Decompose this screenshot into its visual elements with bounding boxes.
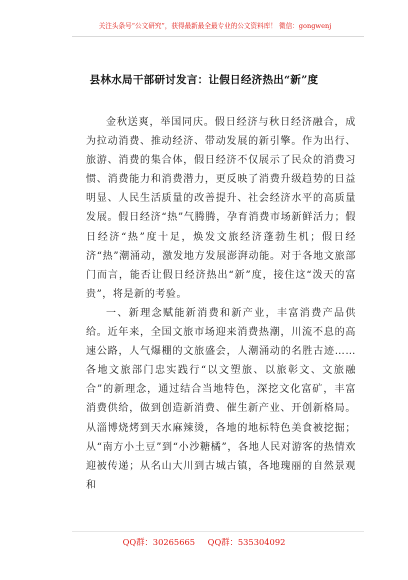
paragraph-intro: 金秋送爽，举国同庆。假日经济与秋日经济融合，成为拉动消费、推动经济、带动发展的新引擎。作为出行、旅游、消费的集合体，假日经济不仅展示了民众的消费习惯、消费能力和消费潜力，更反映了消费升级趋势的日益明显、人民生活质量的改善提升、社会经济水平的高质量发展。假日经济“热”气腾腾，孕育消费市场新鲜活力；假日经济“热”度十足，焕发文旅经济蓬勃生机；假日经济“热”潮涌动，激发地方发展澎湃动能。对于各地文旅部门而言，能否让假日经济热出“新”度，接住这“泼天的富贵”，将是新的考验。	[86, 117, 356, 300]
footer-divider	[72, 531, 364, 532]
document-title: 县林水局干部研讨发言：让假日经济热出“新”度	[89, 74, 319, 86]
header-notice: 关注头条号“公文研究”，获得最新最全最专业的公文资料库！ 微信：gongwenj	[98, 22, 332, 30]
paragraph-section-one: 一、新理念赋能新消费和新产业，丰富消费产品供给。近年来，全国文旅市场迎来消费热潮，川流不息的高速公路，人气爆棚的文旅盛会，人潮涌动的名胜古迹……各地文旅部门忠实践行“以文塑旅、以旅彰文、文旅融合”的新理念，通过结合当地特色，深挖文化富矿，丰富消费供给，做到创造新消费、催生新产业、开创新格局。从淄博烧烤到天水麻辣烫，各地的地标特色美食被挖掘；从“南方小土豆”到“小沙糖橘”，各地人民对游客的热情欢迎被传递；从名山大川到古城古镇，各地瑰丽的自然景观和	[86, 307, 356, 491]
footer-qq-groups: QQ群：30265665 QQ群：535304092	[122, 537, 286, 547]
header-divider	[72, 36, 364, 37]
document-body	[86, 113, 356, 495]
